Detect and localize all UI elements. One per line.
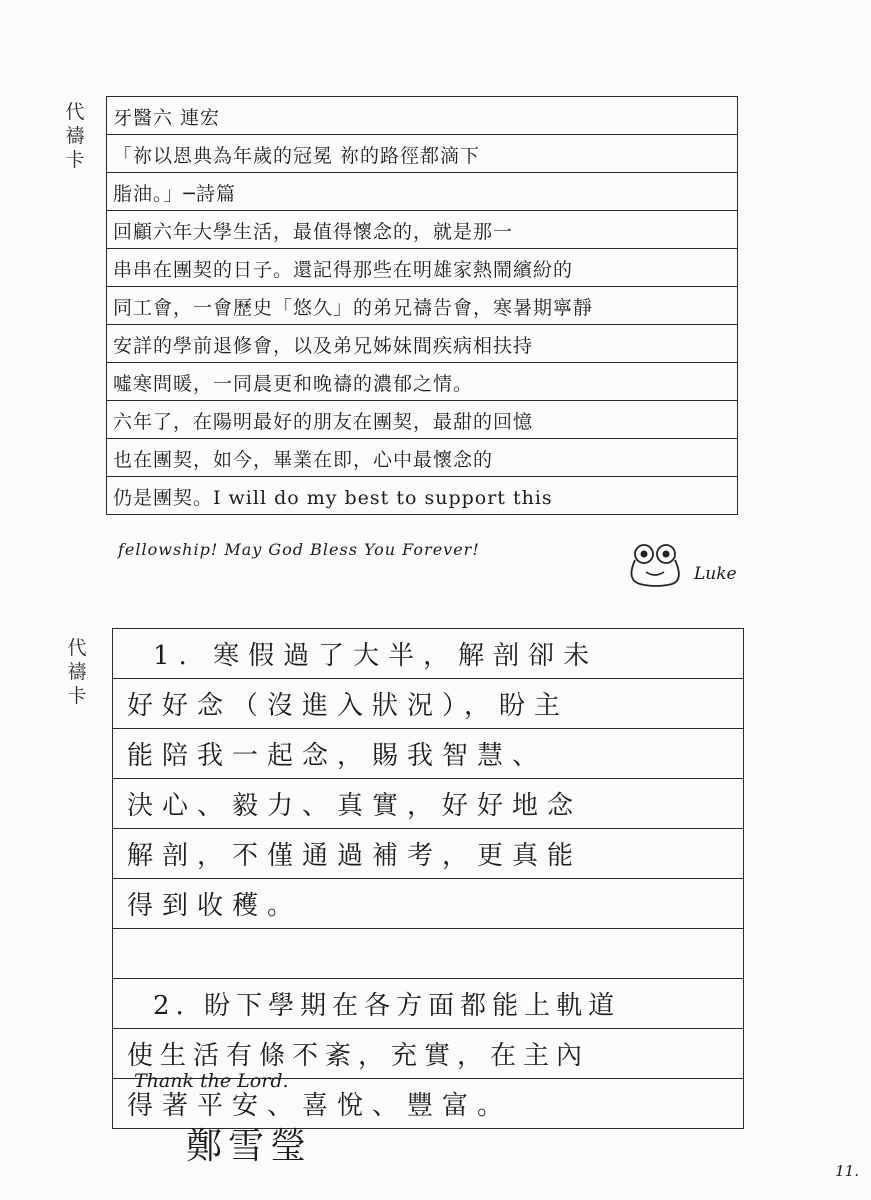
- card1-text: 仍是團契。I will do my best to support this: [113, 487, 553, 509]
- card1-side-char: 禱: [65, 125, 85, 147]
- card2-side-char: 卡: [67, 685, 87, 707]
- card2-text: 得到收穫。: [127, 891, 303, 921]
- card2-closing: Thank the Lord.: [134, 1070, 289, 1092]
- card1-side-char: 卡: [65, 149, 85, 171]
- card2-text: 決心、毅力、真實，好好地念: [127, 791, 583, 821]
- card1-line: [107, 287, 737, 325]
- card2-text: 2. 盼下學期在各方面都能上軌道: [153, 991, 621, 1021]
- card1-side-char: 代: [65, 101, 85, 123]
- card1-line: [107, 135, 737, 173]
- card1-text: 牙醫六 連宏: [113, 107, 221, 129]
- card1-text: 串串在團契的日子。還記得那些在明雄家熱鬧繽紛的: [113, 259, 574, 281]
- card1-line: [107, 401, 737, 439]
- card1-line: [107, 173, 737, 211]
- card2-text: 得著平安、喜悅、豐富。: [127, 1091, 513, 1121]
- card2-line: [113, 929, 743, 979]
- card2-line: [113, 629, 743, 679]
- card1-text: 脂油。」─詩篇: [113, 183, 236, 205]
- card2-text: 1. 寒假過了大半，解剖卻未: [153, 641, 599, 671]
- card2-line: [113, 779, 743, 829]
- card1-continuation: fellowship! May God Bless You Forever!: [118, 540, 480, 559]
- card1-text: 噓寒問暖，一同晨更和晚禱的濃郁之情。: [113, 373, 474, 395]
- card1-side-label: [62, 100, 88, 172]
- card2-side-char: 代: [67, 637, 87, 659]
- card2-line: [113, 979, 743, 1029]
- card1-line: [107, 249, 737, 287]
- card1-text: 同工會，一會歷史「悠久」的弟兄禱告會，寒暑期寧靜: [113, 297, 594, 319]
- card2-text: 使生活有條不紊，充實，在主內: [127, 1041, 590, 1071]
- frog-doodle-icon: [622, 540, 692, 590]
- card2-line: [113, 829, 743, 879]
- prayer-card-1: [106, 96, 738, 515]
- card1-line: [107, 211, 737, 249]
- card2-line: [113, 679, 743, 729]
- card2-text: 能陪我一起念，賜我智慧、: [127, 741, 548, 771]
- card2-side-char: 禱: [67, 661, 87, 683]
- card1-line: [107, 325, 737, 363]
- card2-text: 好好念（沒進入狀況），盼主: [127, 691, 570, 721]
- card1-text: 也在團契，如今，畢業在即，心中最懷念的: [113, 449, 494, 471]
- card1-text: 「祢以恩典為年歲的冠冕 祢的路徑都滴下: [113, 145, 481, 167]
- card2-signature: 鄭雪瑩: [186, 1126, 313, 1167]
- page-number: 11.: [835, 1162, 859, 1180]
- card1-signature: Luke: [694, 564, 737, 584]
- card1-line: [107, 363, 737, 401]
- card2-side-label: [64, 636, 90, 708]
- card1-line: [107, 97, 737, 135]
- card1-text: 安詳的學前退修會，以及弟兄姊妹間疾病相扶持: [113, 335, 534, 357]
- card1-line: [107, 439, 737, 477]
- card2-line: [113, 879, 743, 929]
- card1-text: 回顧六年大學生活，最值得懷念的，就是那一: [113, 221, 514, 243]
- card1-line: [107, 477, 737, 515]
- card2-line: [113, 729, 743, 779]
- prayer-card-2: [112, 628, 744, 1129]
- card1-text: 六年了，在陽明最好的朋友在團契，最甜的回憶: [113, 411, 534, 433]
- card2-text: 解剖，不僅通過補考，更真能: [127, 841, 583, 871]
